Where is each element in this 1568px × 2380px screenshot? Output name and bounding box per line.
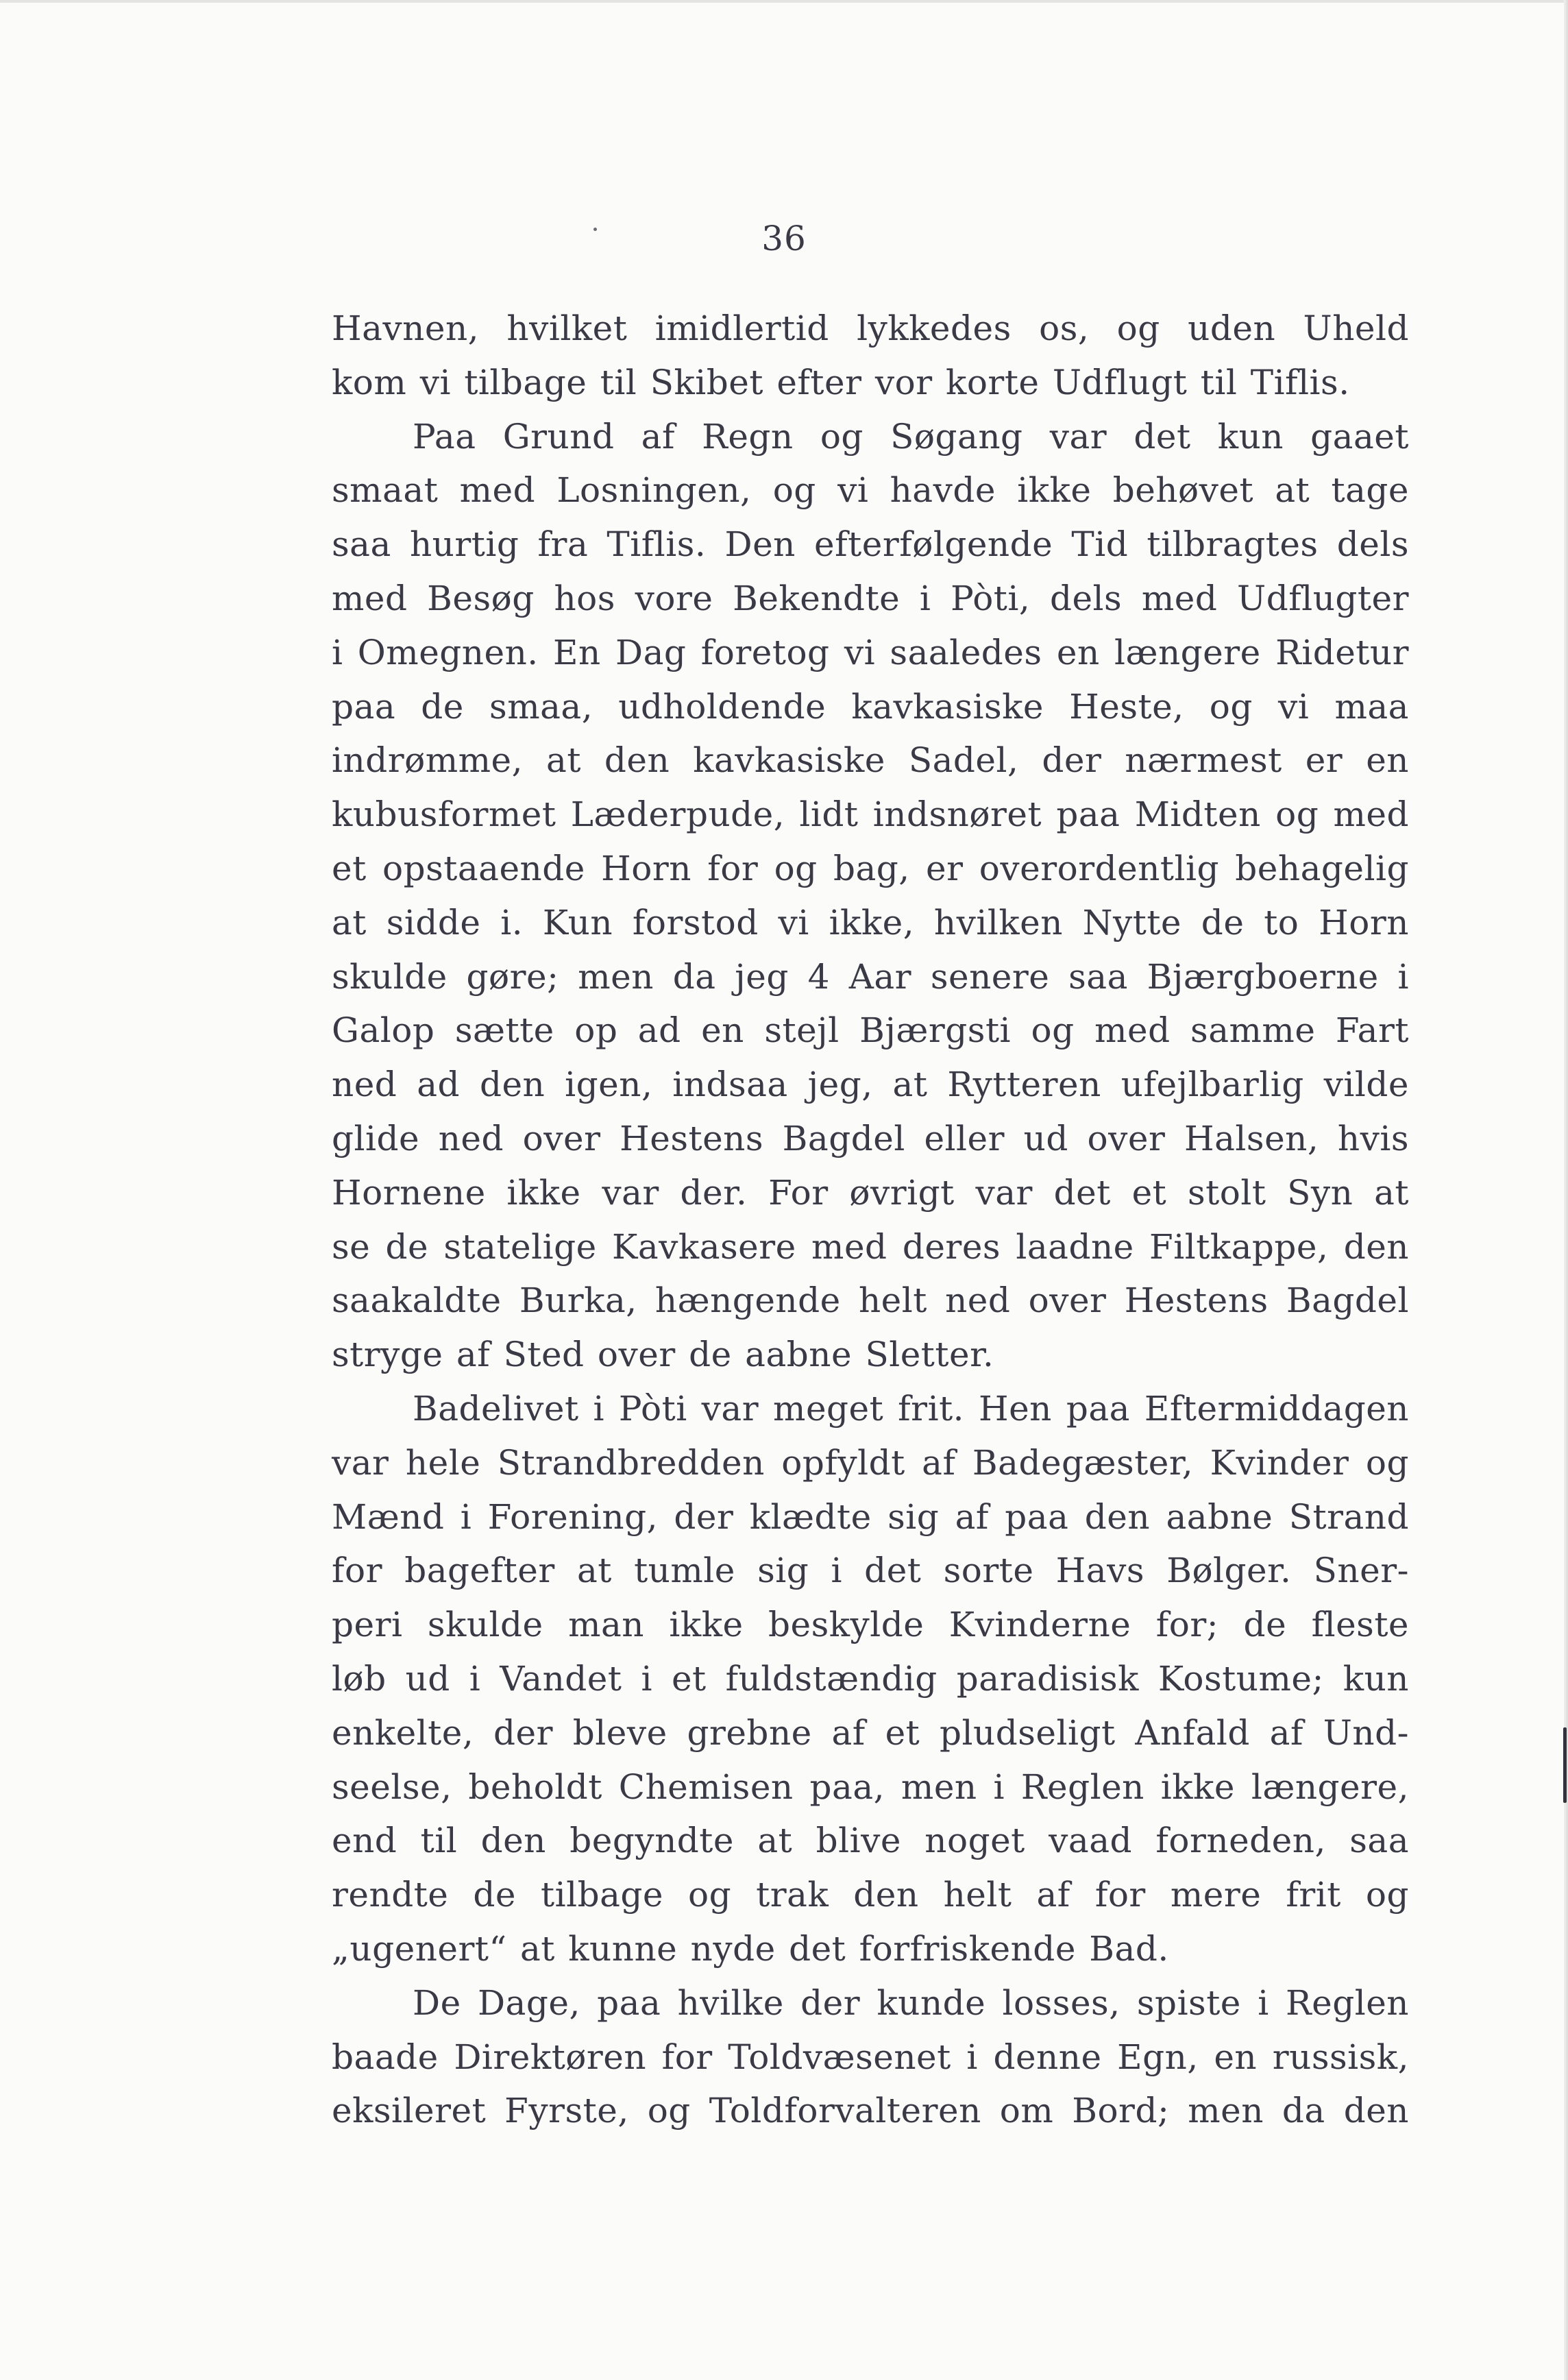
text-line: smaat med Losningen, og vi havde ikke behøvet at tage bbox=[332, 470, 1409, 511]
page-number: 36 bbox=[761, 219, 807, 258]
text-line: „ugenert“ at kunne nyde det forfriskende Bad. bbox=[332, 1928, 1169, 1969]
text-line: kom vi tilbage til Skibet efter vor korte Udflugt til Tiflis. bbox=[332, 362, 1350, 402]
text-line: rendte de tilbage og trak den helt af for mere frit og bbox=[332, 1875, 1409, 1915]
text-line: Galop sætte op ad en stejl Bjærgsti og med samme Fart bbox=[332, 1010, 1409, 1051]
text-line: Mænd i Forening, der klædte sig af paa den aabne Strand bbox=[332, 1496, 1409, 1537]
text-line: end til den begyndte at blive noget vaad forneden, saa bbox=[332, 1821, 1409, 1861]
scan-border-top bbox=[0, 0, 1568, 3]
text-line: var hele Strandbredden opfyldt af Badegæster, Kvinder og bbox=[332, 1442, 1409, 1483]
text-line: kubusformet Læderpude, lidt indsnøret paa Midten og med bbox=[332, 794, 1409, 835]
text-line: saakaldte Burka, hængende helt ned over Hestens Bagdel bbox=[332, 1280, 1409, 1321]
text-line: skulde gøre; men da jeg 4 Aar senere saa Bjærgboerne i bbox=[332, 956, 1409, 997]
text-line: indrømme, at den kavkasiske Sadel, der nærmest er en bbox=[332, 740, 1409, 781]
text-line: De Dage, paa hvilke der kunde losses, spiste i Reglen bbox=[413, 1982, 1409, 2023]
text-line: glide ned over Hestens Bagdel eller ud over Halsen, hvis bbox=[332, 1118, 1409, 1158]
text-line: se de statelige Kavkasere med deres laadne Filtkappe, den bbox=[332, 1226, 1409, 1267]
text-line: Hornene ikke var der. For øvrigt var det et stolt Syn at bbox=[332, 1172, 1409, 1213]
text-line: i Omegnen. En Dag foretog vi saaledes en længere Ridetur bbox=[332, 632, 1409, 672]
scan-border-right bbox=[1564, 0, 1568, 2380]
text-line: at sidde i. Kun forstod vi ikke, hvilken Nytte de to Horn bbox=[332, 902, 1409, 943]
scan-edge-mark bbox=[1563, 1727, 1567, 1803]
text-line: stryge af Sted over de aabne Sletter. bbox=[332, 1335, 994, 1375]
text-line: saa hurtig fra Tiflis. Den efterfølgende Tid tilbragtes dels bbox=[332, 524, 1409, 565]
text-line: baade Direktøren for Toldvæsenet i denne Egn, en russisk, bbox=[332, 2037, 1409, 2077]
text-line: løb ud i Vandet i et fuldstændig paradisisk Kostume; kun bbox=[332, 1658, 1409, 1699]
text-line: Havnen, hvilket imidlertid lykkedes os, og uden Uheld bbox=[332, 308, 1409, 348]
text-line: enkelte, der bleve grebne af et pludseligt Anfald af Und- bbox=[332, 1712, 1409, 1753]
text-line: paa de smaa, udholdende kavkasiske Heste, og vi maa bbox=[332, 686, 1409, 727]
text-line: et opstaaende Horn for og bag, er overordentlig behagelig bbox=[332, 848, 1409, 888]
text-line: peri skulde man ikke beskylde Kvinderne for; de fleste bbox=[332, 1605, 1409, 1645]
text-line: med Besøg hos vore Bekendte i Pòti, dels med Udflugter bbox=[332, 578, 1409, 618]
body-text bbox=[332, 302, 1409, 2138]
text-line: seelse, beholdt Chemisen paa, men i Reglen ikke længere, bbox=[332, 1766, 1409, 1807]
text-line: ned ad den igen, indsaa jeg, at Rytteren ufejlbarlig vilde bbox=[332, 1065, 1409, 1105]
text-line: for bagefter at tumle sig i det sorte Havs Bølger. Sner- bbox=[332, 1551, 1409, 1591]
text-line: Paa Grund af Regn og Søgang var det kun gaaet bbox=[413, 416, 1409, 457]
text-line: eksileret Fyrste, og Toldforvalteren om Bord; men da den bbox=[332, 2091, 1409, 2131]
text-line: Badelivet i Pòti var meget frit. Hen paa Eftermiddagen bbox=[413, 1388, 1409, 1429]
